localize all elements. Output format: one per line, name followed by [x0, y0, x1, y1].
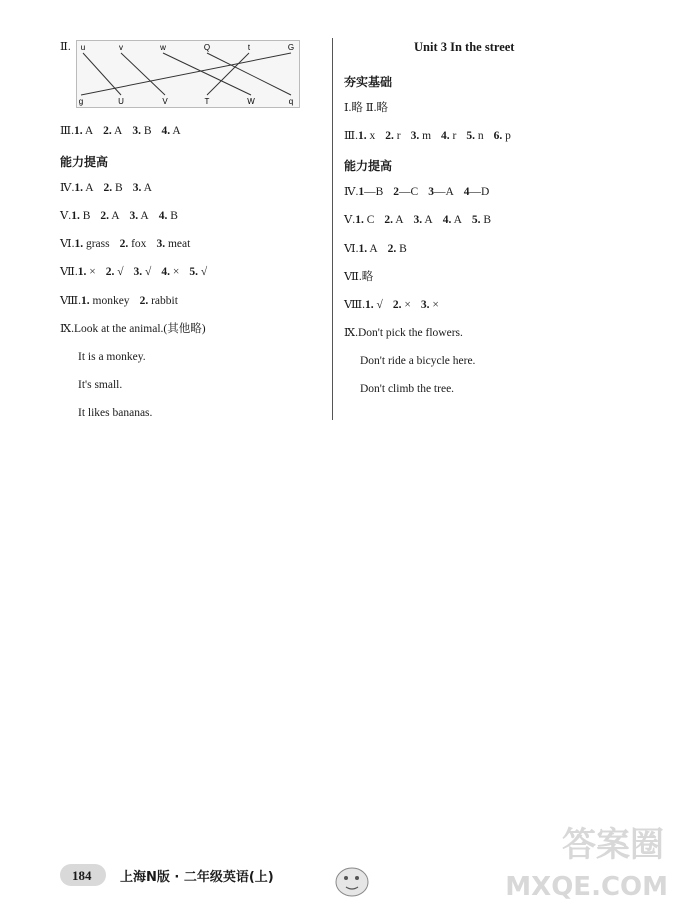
- item-answer: A: [367, 243, 378, 255]
- item-answer: ×: [169, 266, 180, 278]
- item-number: 5.: [189, 266, 198, 278]
- match-line: [121, 53, 165, 95]
- item-answer: x: [366, 130, 376, 142]
- match-bottom-letter: q: [288, 97, 294, 106]
- answer-line: It's small.: [78, 379, 123, 391]
- roman-numeral: Ⅶ.: [60, 266, 78, 278]
- item-number: 3: [428, 186, 434, 198]
- answer-row-3: [344, 129, 511, 143]
- item-answer: —B: [364, 186, 384, 198]
- item-answer: fox: [128, 238, 147, 250]
- item-number: 3.: [132, 125, 141, 137]
- item-answer: n: [474, 130, 484, 142]
- match-top-letter: Q: [203, 43, 211, 52]
- item-answer: √: [142, 266, 152, 278]
- item-answer: B: [79, 210, 91, 222]
- item-number: 4.: [158, 210, 168, 222]
- item-number: 1.: [71, 210, 80, 222]
- roman-numeral: Ⅷ.: [344, 299, 365, 311]
- matching-diagram: [76, 40, 300, 108]
- item-answer: A: [111, 125, 123, 137]
- roman-numeral: Ⅳ.: [344, 186, 359, 198]
- roman-numeral: Ⅲ.: [60, 125, 74, 137]
- roman-numeral: Ⅸ.: [60, 323, 74, 335]
- item-number: 1.: [357, 130, 367, 142]
- answer-row-4: [60, 181, 152, 195]
- item-answer: B: [480, 214, 492, 226]
- watermark-text: 答案圈: [562, 825, 664, 865]
- match-bottom-letter: V: [162, 97, 168, 106]
- item-number: 3.: [129, 210, 139, 222]
- match-bottom-letter: W: [247, 97, 255, 106]
- answer-row-7: [60, 265, 207, 279]
- item-number: 1.: [73, 125, 83, 137]
- match-bottom-letter: g: [78, 97, 84, 106]
- answer-row-7: Ⅶ.略: [344, 271, 374, 283]
- answer-line: It likes bananas.: [78, 407, 153, 419]
- item-answer: grass: [83, 238, 110, 250]
- item-answer: ×: [86, 266, 96, 278]
- item-number: 1.: [365, 299, 374, 311]
- item-number: 4.: [161, 266, 170, 278]
- answer-row-6: [344, 242, 407, 256]
- item-number: 2.: [105, 266, 115, 278]
- match-top-letter: G: [287, 43, 295, 52]
- item-number: 4.: [161, 125, 171, 137]
- item-number: 2.: [100, 210, 109, 222]
- match-top-letter: u: [80, 43, 86, 52]
- match-line: [81, 53, 291, 95]
- answer-row-1-2: Ⅰ.略 Ⅱ.略: [344, 102, 388, 114]
- item-number: 1.: [81, 295, 90, 307]
- item-number: 3.: [420, 299, 430, 311]
- item-number: 2.: [385, 130, 394, 142]
- item-answer: rabbit: [148, 295, 178, 307]
- item-answer: A: [141, 182, 152, 194]
- page-number: 184: [72, 868, 92, 883]
- answer-row-5: [344, 213, 491, 227]
- roman-numeral: Ⅷ.: [60, 295, 81, 307]
- roman-numeral: Ⅴ.: [60, 210, 72, 222]
- item-answer: A: [422, 214, 433, 226]
- item-answer: B: [396, 243, 407, 255]
- item-number: 6.: [493, 130, 503, 142]
- item-answer: r: [393, 130, 401, 142]
- item-answer: C: [363, 214, 375, 226]
- item-number: 1.: [355, 214, 364, 226]
- item-number: 4.: [441, 130, 450, 142]
- unit-title: Unit 3 In the street: [414, 40, 515, 54]
- item-answer: m: [419, 130, 432, 142]
- match-top-letter: w: [160, 43, 166, 52]
- book-title: 上海N版 · 二年级英语(上): [120, 870, 274, 885]
- item-answer: A: [83, 182, 94, 194]
- item-number: 3.: [410, 130, 420, 142]
- item-number: 2.: [103, 125, 112, 137]
- item-answer: —C: [399, 186, 419, 198]
- item-answer: A: [170, 125, 181, 137]
- item-number: 2.: [384, 214, 393, 226]
- item-number: 3.: [133, 266, 143, 278]
- item-number: 4: [463, 186, 470, 198]
- answer-row-8: [344, 298, 439, 312]
- section-heading-ability: 能力提高: [344, 159, 393, 173]
- item-answer: √: [197, 266, 208, 278]
- item-number: 1.: [77, 266, 87, 278]
- answer-row-9: [344, 326, 463, 340]
- item-number: 4.: [442, 214, 452, 226]
- match-line: [207, 53, 291, 95]
- item-answer: A: [138, 210, 149, 222]
- item-number: 3.: [156, 238, 166, 250]
- item-number: 3.: [413, 214, 423, 226]
- item-answer: A: [108, 210, 120, 222]
- item-answer: ×: [401, 299, 411, 311]
- roman-numeral: Ⅴ.: [344, 214, 356, 226]
- match-line: [163, 53, 251, 95]
- item-number: 5.: [471, 214, 481, 226]
- item-answer: —D: [469, 186, 490, 198]
- item-answer: √: [114, 266, 124, 278]
- match-bottom-letter: U: [118, 97, 124, 106]
- item-number: 2.: [392, 299, 402, 311]
- item-number: 2: [393, 186, 400, 198]
- section-heading-ability: 能力提高: [60, 155, 109, 169]
- answer-line: Don't climb the tree.: [360, 383, 455, 395]
- item-answer: B: [112, 182, 123, 194]
- matching-lines: [77, 41, 299, 107]
- match-top-letter: t: [247, 43, 251, 52]
- item-answer: √: [373, 299, 383, 311]
- roman-numeral: Ⅸ.: [344, 327, 358, 339]
- roman-2: Ⅱ.: [60, 41, 71, 53]
- item-answer: —A: [433, 186, 454, 198]
- item-answer: meat: [165, 238, 191, 250]
- answer-line: It is a monkey.: [78, 351, 146, 363]
- roman-numeral: Ⅲ.: [344, 130, 358, 142]
- row-text: Don't pick the flowers.: [357, 327, 463, 339]
- match-top-letter: v: [119, 43, 123, 52]
- answer-line: Don't ride a bicycle here.: [360, 355, 476, 367]
- item-number: 2.: [103, 182, 113, 194]
- row-text: Look at the animal.(其他略): [73, 323, 206, 335]
- item-answer: B: [140, 125, 152, 137]
- item-number: 1.: [74, 238, 84, 250]
- item-number: 2.: [387, 243, 397, 255]
- item-answer: p: [502, 130, 511, 142]
- item-answer: r: [449, 130, 457, 142]
- item-number: 5.: [466, 130, 475, 142]
- answer-row-9: [60, 322, 206, 336]
- match-line: [83, 53, 121, 95]
- item-number: 1.: [358, 243, 368, 255]
- item-number: 1.: [74, 182, 83, 194]
- roman-numeral: Ⅵ.: [60, 238, 75, 250]
- item-number: 1: [358, 186, 365, 198]
- roman-numeral: Ⅵ.: [344, 243, 359, 255]
- answer-row-5: [60, 209, 178, 223]
- item-answer: monkey: [89, 295, 130, 307]
- item-number: 2.: [139, 295, 149, 307]
- roman-numeral: Ⅳ.: [60, 182, 75, 194]
- section-heading-basics: 夯实基础: [344, 75, 393, 89]
- answer-row-6: [60, 237, 190, 251]
- item-answer: A: [392, 214, 404, 226]
- item-answer: A: [451, 214, 462, 226]
- mascot-icon: [330, 860, 374, 900]
- answer-row-8: [60, 294, 178, 308]
- column-divider: [332, 38, 333, 420]
- answer-row-4: [344, 185, 489, 199]
- item-number: 2.: [119, 238, 129, 250]
- item-answer: B: [167, 210, 178, 222]
- match-line: [207, 53, 249, 95]
- item-number: 3.: [132, 182, 142, 194]
- match-bottom-letter: T: [204, 97, 210, 106]
- watermark-url: MXQE.COM: [505, 872, 668, 902]
- item-answer: ×: [429, 299, 439, 311]
- answer-row-3: [60, 124, 181, 138]
- item-answer: A: [82, 125, 94, 137]
